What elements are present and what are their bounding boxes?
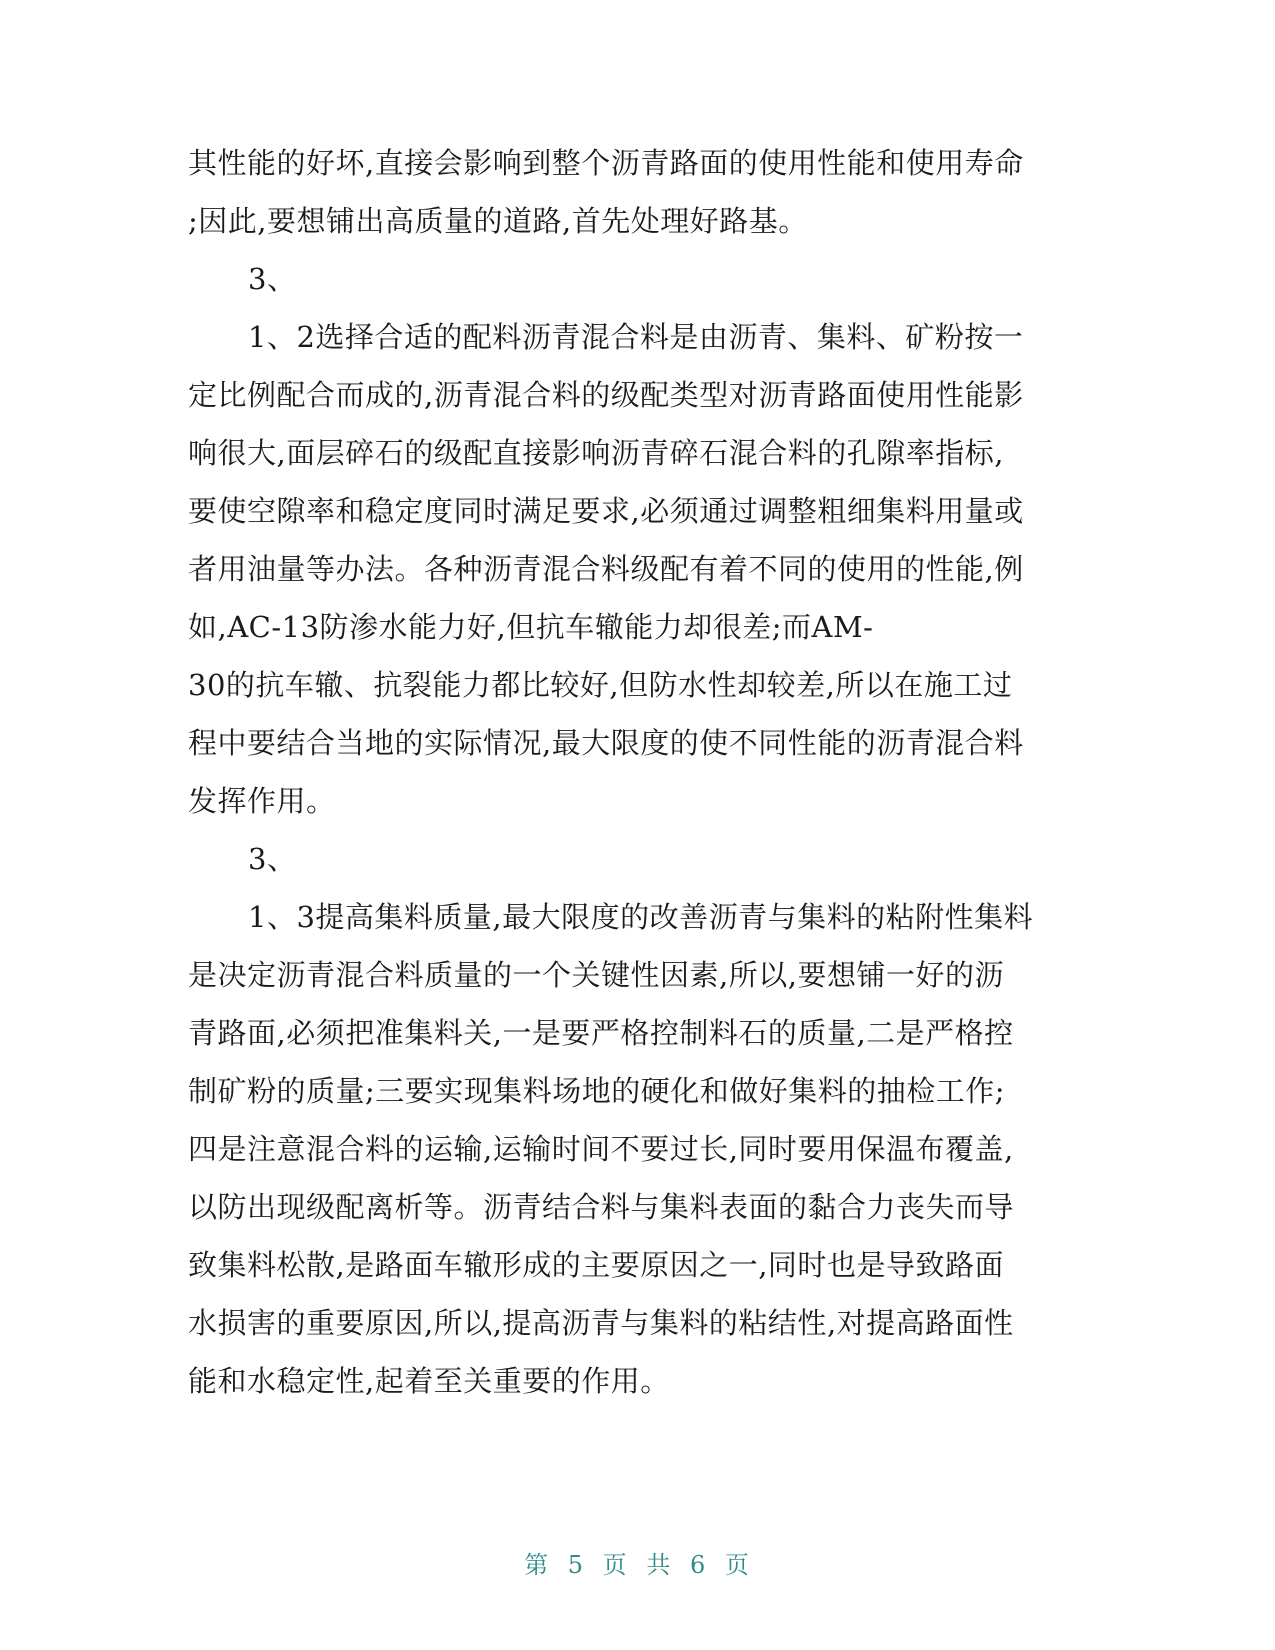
total-page-number: 6 [689, 1551, 708, 1579]
text-line: 以防出现级配离析等。沥青结合料与集料表面的黏合力丧失而导 [188, 1190, 1015, 1224]
footer-suffix: 页 [724, 1551, 751, 1579]
text-line: 四是注意混合料的运输,运输时间不要过长,同时要用保温布覆盖, [188, 1132, 1014, 1166]
text-line: 响很大,面层碎石的级配直接影响沥青碎石混合料的孔隙率指标, [188, 436, 1004, 470]
footer-total-word: 共 [646, 1551, 673, 1579]
footer-prefix: 第 [524, 1551, 551, 1579]
text-line: 如,AC-13防渗水能力好,但抗车辙能力却很差;而AM- [188, 610, 874, 644]
text-line: 程中要结合当地的实际情况,最大限度的使不同性能的沥青混合料 [188, 726, 1024, 760]
text-line: ;因此,要想铺出高质量的道路,首先处理好路基。 [188, 204, 808, 238]
text-line: 其性能的好坏,直接会影响到整个沥青路面的使用性能和使用寿命 [188, 146, 1024, 180]
text-line: 1、3提高集料质量,最大限度的改善沥青与集料的粘附性集料 [248, 900, 1034, 934]
text-line: 30的抗车辙、抗裂能力都比较好,但防水性却较差,所以在施工过 [188, 668, 1013, 702]
footer-page-word: 页 [602, 1551, 629, 1579]
text-line: 1、2选择合适的配料沥青混合料是由沥青、集料、矿粉按一 [248, 320, 1024, 354]
section-number: 3、 [248, 842, 297, 876]
section-number: 3、 [248, 262, 297, 296]
text-line: 发挥作用。 [188, 784, 336, 818]
current-page-number: 5 [567, 1551, 586, 1579]
text-line: 是决定沥青混合料质量的一个关键性因素,所以,要想铺一好的沥 [188, 958, 1004, 992]
text-line: 制矿粉的质量;三要实现集料场地的硬化和做好集料的抽检工作; [188, 1074, 1006, 1108]
text-line: 致集料松散,是路面车辙形成的主要原因之一,同时也是导致路面 [188, 1248, 1004, 1282]
text-line: 青路面,必须把准集料关,一是要严格控制料石的质量,二是严格控 [188, 1016, 1014, 1050]
text-line: 者用油量等办法。各种沥青混合料级配有着不同的使用的性能,例 [188, 552, 1024, 586]
text-line: 能和水稳定性,起着至关重要的作用。 [188, 1364, 670, 1398]
text-line: 水损害的重要原因,所以,提高沥青与集料的粘结性,对提高路面性 [188, 1306, 1014, 1340]
text-line: 要使空隙率和稳定度同时满足要求,必须通过调整粗细集料用量或 [188, 494, 1024, 528]
page-footer [0, 1550, 1275, 1580]
text-line: 定比例配合而成的,沥青混合料的级配类型对沥青路面使用性能影 [188, 378, 1024, 412]
